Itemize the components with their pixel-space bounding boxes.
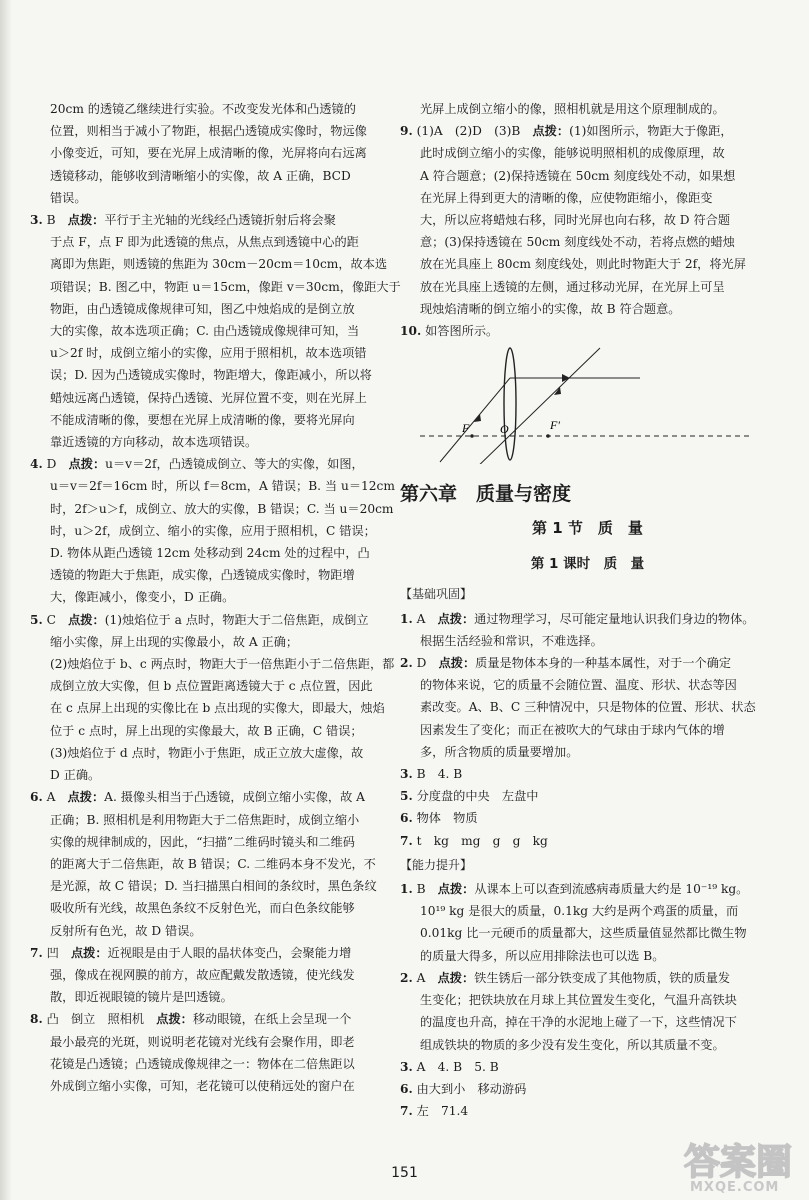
answer-line: u＝v＝2f＝16cm 时，所以 f＝8cm，A 错误；B. 当 u＝12cm	[50, 479, 395, 494]
item-number: 7.	[30, 945, 43, 960]
item-answer: A 4. B 5. B	[416, 1059, 499, 1074]
item-answer: 凸 倒立 照相机	[46, 1012, 145, 1027]
answer-line: (3)烛焰位于 d 点时，物距小于焦距，成正立放大虚像，故	[50, 745, 364, 760]
item-number: 5.	[30, 612, 43, 627]
answer-line: 此时成倒立缩小的实像，能够说明照相机的成像原理，故	[420, 146, 725, 161]
item-text: 近视眼是由于人眼的晶状体变凸，会聚能力增	[107, 945, 352, 960]
answer-line: A 符合题意；(2)保持透镜在 50cm 刻度线处不动，如果想	[420, 168, 736, 183]
answer-line: 离即为焦距，则透镜的焦距为 30cm－20cm＝10cm，故本选	[50, 257, 388, 272]
item-answer: B	[416, 882, 426, 897]
lens-center-label: O	[500, 422, 509, 437]
tip-label: 点拨：	[156, 1012, 193, 1027]
right-column	[400, 98, 775, 1122]
answer-line: 时，2f＞u＞f，成倒立、放大的实像，B 错误；C. 当 u＝20cm	[50, 501, 394, 516]
item-text: 由大到小 移动游码	[416, 1081, 527, 1096]
item-text: A. 摄像头相当于凸透镜，成倒立缩小实像，故 A	[104, 790, 365, 805]
answer-line: 的质量大得多，所以应用排除法也可以选 B。	[420, 948, 665, 963]
item-text: (1)如图所示，物距大于像距，	[569, 124, 733, 139]
answer-line: 多，所含物质的质量要增加。	[420, 744, 579, 759]
item-text: 从课本上可以查到流感病毒质量大约是 10⁻¹⁹ kg。	[474, 882, 749, 897]
item-text: 铁生锈后一部分铁变成了其他物质，铁的质量发	[474, 970, 731, 985]
answer-item	[30, 786, 400, 808]
answer-line: 反射所有色光，故 D 错误。	[50, 923, 202, 938]
answer-line: 不能成清晰的像，要想在光屏上成清晰的像，要将光屏向	[50, 412, 355, 427]
answer-line: 项错误；B. 图乙中，物距 u＝15cm，像距 v＝30cm，像距大于	[50, 279, 401, 294]
tip-label: 点拨：	[68, 612, 105, 627]
section-heading: 【基础巩固】	[400, 587, 473, 602]
answer-item	[400, 652, 775, 674]
answer-line: 生变化；把铁块放在月球上其位置发生变化，气温升高铁块	[420, 993, 737, 1008]
answer-line: 误；D. 因为凸透镜成实像时，物距增大，像距减小，所以将	[50, 368, 372, 383]
chapter-title: 第六章 质量与密度	[400, 483, 572, 506]
lesson-title: 第 1 课时 质 量	[530, 556, 645, 573]
answer-line: 的温度也升高，掉在干净的水泥地上碰了一下，这些情况下	[420, 1015, 737, 1030]
answer-line: D 正确。	[50, 768, 101, 783]
tip-label: 点拨：	[67, 213, 105, 228]
item-number: 6.	[400, 811, 413, 826]
answer-line: 于点 F，点 F 即为此透镜的焦点，从焦点到透镜中心的距	[50, 235, 359, 250]
item-answer: B 4. B	[416, 767, 463, 782]
item-answer: D	[416, 656, 427, 671]
incident-ray-2	[470, 348, 600, 464]
answer-item	[400, 320, 775, 342]
answer-item	[400, 830, 775, 852]
item-number: 5.	[400, 789, 413, 804]
item-answer: B	[46, 213, 56, 228]
item-answer: 凹	[46, 945, 59, 960]
answer-line: 的距离大于二倍焦距，故 B 错误；C. 二维码本身不发光，不	[50, 856, 376, 871]
item-answer: A	[46, 790, 56, 805]
tip-label: 点拨：	[67, 790, 105, 805]
answer-line: D. 物体从距凸透镜 12cm 处移动到 24cm 处的过程中，凸	[50, 546, 370, 561]
answer-line: 花镜是凸透镜；凸透镜成像规律之一：物体在二倍焦距以	[50, 1056, 355, 1071]
answer-line: 放在光具座上 80cm 刻度线处，则此时物距大于 2f，将光屏	[420, 257, 746, 272]
incident-ray-1	[440, 378, 510, 462]
item-number: 3.	[400, 767, 413, 782]
answer-line: 光屏上成倒立缩小的像，照相机就是用这个原理制成的。	[420, 102, 725, 116]
answer-item	[400, 967, 775, 989]
lens-ray-diagram	[400, 344, 770, 464]
answer-line: 位置，则相当于减小了物距，根据凸透镜成实像时，物远像	[50, 124, 367, 139]
item-text: 平行于主光轴的光线经凸透镜折射后将会聚	[104, 213, 336, 228]
item-text: (1)烛焰位于 a 点时，物距大于二倍焦距，成倒立	[104, 612, 369, 627]
answer-line: 缩小实像，屏上出现的实像最小，故 A 正确；	[50, 634, 299, 649]
answer-line: 组成铁块的物质的多少没有发生变化，所以其质量不变。	[420, 1037, 725, 1052]
tip-label: 点拨：	[437, 882, 475, 897]
item-text: 移动眼镜，在纸上会呈现一个	[192, 1012, 352, 1027]
answer-line: 错误。	[50, 190, 87, 205]
answer-line: 成倒立放大实像，但 b 点位置距离透镜大于 c 点位置，因此	[50, 679, 373, 694]
answer-line: 最小最亮的光斑，则说明老花镜对光线有会聚作用，即老	[50, 1034, 355, 1049]
answer-line: (2)烛焰位于 b、c 两点时，物距大于一倍焦距小于二倍焦距，都	[50, 657, 395, 672]
item-text: 如答图所示。	[425, 324, 499, 339]
answer-line: 吸收所有光线，故黑色条纹不反射色光，而白色条纹能够	[50, 901, 355, 916]
item-number: 1.	[400, 611, 413, 626]
focus-left-label: F	[462, 421, 470, 436]
tip-label: 点拨：	[68, 457, 106, 472]
item-number: 9.	[400, 124, 413, 139]
tip-label: 点拨：	[438, 656, 476, 671]
watermark-url: MXQE.COM	[690, 1180, 780, 1195]
answer-item	[30, 942, 400, 964]
answer-line: 在光屏上得到更大的清晰的像，应使物距缩小，像距变	[420, 190, 713, 205]
answer-line: 位于 c 点时，屏上出现的实像最大，故 B 正确，C 错误；	[50, 723, 363, 738]
arrow-2	[474, 414, 481, 422]
answer-line: 时，u＞2f，成倒立、缩小的实像，应用于照相机，C 错误；	[50, 523, 376, 538]
answer-line: 因素发生了变化；而正在被吹大的气球由于球内气体的增	[420, 722, 725, 737]
answer-line: 的物体来说，它的质量不会随位置、温度、形状、状态等因	[420, 678, 737, 693]
answer-line: 在 c 点屏上出现的实像比在 b 点出现的实像大，即最大，烛焰	[50, 701, 385, 716]
answer-item	[400, 785, 775, 807]
page-number: 151	[391, 1165, 418, 1181]
answer-list-top	[400, 98, 775, 342]
answer-item	[400, 608, 775, 630]
item-text: 通过物理学习，尽可能定量地认识我们身边的物体。	[474, 611, 755, 626]
answer-line: 现烛焰清晰的倒立缩小的实像，故 B 符合题意。	[420, 301, 681, 316]
section-title: 第 1 节 质 量	[532, 519, 643, 538]
item-text: 分度盘的中央 左盘中	[416, 789, 539, 804]
item-answer: A	[416, 970, 426, 985]
page-edge	[0, 0, 12, 1200]
item-number: 7.	[400, 833, 413, 848]
answer-line: 强，像成在视网膜的前方，故应配戴发散透镜，使光线发	[50, 967, 355, 982]
answer-line: 0.01kg 比一元硬币的质量都大，这些质量值显然都比微生物	[420, 926, 747, 941]
answer-item	[400, 763, 775, 785]
item-answer: C	[46, 612, 56, 627]
answer-item	[30, 209, 400, 231]
answer-line: 蜡烛远离凸透镜，保持凸透镜、光屏位置不变，则在光屏上	[50, 390, 367, 405]
tip-label: 点拨：	[437, 611, 475, 626]
item-number: 3.	[30, 213, 43, 228]
watermark-text: 答案圈	[684, 1142, 793, 1183]
answer-line: 根据生活经验和常识，不难选择。	[420, 633, 603, 648]
item-number: 6.	[30, 790, 43, 805]
answer-line: 大的实像，故本选项正确；C. 由凸透镜成像规律可知，当	[50, 324, 360, 339]
answer-item	[400, 878, 775, 900]
answer-item	[400, 807, 775, 829]
answer-item	[400, 1100, 775, 1122]
section-heading: 【能力提升】	[400, 857, 473, 872]
item-text: 质量是物体本身的一种基本属性，对于一个确定	[475, 656, 732, 671]
answer-line: 正确；B. 照相机是利用物距大于二倍焦距时，成倒立缩小	[50, 812, 360, 827]
item-number: 2.	[400, 656, 413, 671]
left-column	[30, 98, 400, 1097]
answer-item	[30, 453, 400, 475]
item-number: 6.	[400, 1081, 413, 1096]
focus-right-dot	[546, 434, 550, 438]
answer-line: 20cm 的透镜乙继续进行实验。不改变发光体和凸透镜的	[50, 102, 356, 116]
item-answer: A	[416, 611, 426, 626]
focus-right-label: F′	[550, 418, 560, 433]
item-text: u＝v＝2f，凸透镜成倒立、等大的实像，如图，	[105, 457, 364, 472]
answer-line: 是光源，故 C 错误；D. 当扫描黑白相间的条纹时，黑色条纹	[50, 879, 377, 894]
answer-line: 透镜的物距大于焦距，成实像，凸透镜成实像时，物距增	[50, 568, 355, 583]
answer-line: 放在光具座上透镜的左侧，通过移动光屏，在光屏上可呈	[420, 279, 725, 294]
answer-line: 散，即近视眼镜的镜片是凹透镜。	[50, 990, 233, 1005]
answer-line: 意；(3)保持透镜在 50cm 刻度线处不动，若将点燃的蜡烛	[420, 235, 735, 250]
answer-line: u＞2f 时，成倒立缩小的实像，应用于照相机，故本选项错	[50, 346, 367, 361]
answer-line: 实像的规律制成的，因此，“扫描”二维码时镜头和二维码	[50, 834, 355, 849]
answer-line: 大，所以应将蜡烛右移，同时光屏也向右移，故 D 符合题	[420, 213, 731, 228]
item-number: 7.	[400, 1104, 413, 1119]
focus-left-dot	[470, 434, 474, 438]
item-text: t kg mg g g kg	[416, 833, 548, 848]
convex-lens	[504, 348, 516, 460]
answer-item	[30, 609, 400, 631]
item-number: 2.	[400, 970, 413, 985]
tip-label: 点拨：	[70, 945, 108, 960]
item-number: 8.	[30, 1012, 43, 1027]
answer-line: 小像变近，可知，要在光屏上成清晰的像，光屏将向右远离	[50, 146, 367, 161]
answer-item	[400, 1078, 775, 1100]
item-number: 10.	[400, 324, 422, 339]
answer-line: 大，像距减小，像变小，D 正确。	[50, 590, 235, 605]
item-text: 物体 物质	[416, 811, 478, 826]
item-answer: D	[46, 457, 57, 472]
answer-item	[30, 1008, 400, 1030]
tip-label: 点拨：	[532, 124, 570, 139]
answer-list-bottom	[400, 583, 775, 1122]
answer-item	[400, 1056, 775, 1078]
item-number: 1.	[400, 882, 413, 897]
item-number: 4.	[30, 457, 43, 472]
answer-line: 靠近透镜的方向移动，故本选项错误。	[50, 435, 258, 450]
answer-line: 物距，由凸透镜成像规律可知，图乙中烛焰成的是倒立放	[50, 301, 355, 316]
item-answer: (1)A (2)D (3)B	[416, 124, 521, 139]
item-number: 3.	[400, 1059, 413, 1074]
answer-line: 素改变。A、B、C 三种情况中，只是物体的位置、形状、状态	[420, 700, 756, 715]
answer-line: 透镜移动，能够收到清晰缩小的实像，故 A 正确，BCD	[50, 168, 351, 183]
answer-item	[400, 120, 775, 142]
tip-label: 点拨：	[437, 970, 475, 985]
answer-line: 外成倒立缩小实像，可知，老花镜可以使稍远处的窗户在	[50, 1078, 355, 1093]
answer-line: 10¹⁹ kg 是很大的质量，0.1kg 大约是两个鸡蛋的质量，而	[420, 904, 739, 919]
item-text: 左 71.4	[416, 1104, 469, 1119]
